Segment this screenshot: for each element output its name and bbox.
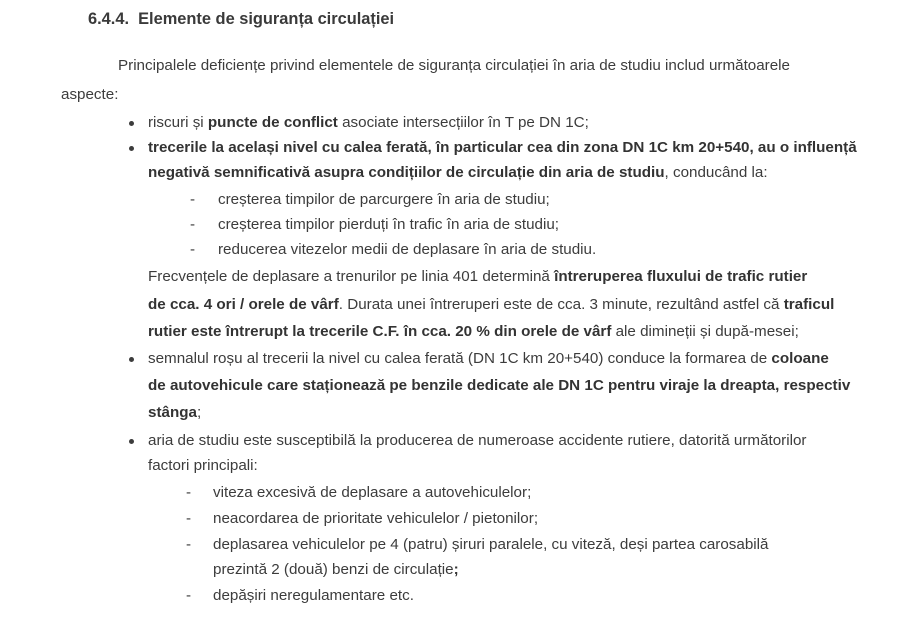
sub-item: creșterea timpilor de parcurgere în aria de studiu; — [218, 191, 550, 208]
sub-item: depășiri neregulamentare etc. — [213, 587, 414, 604]
bullet-point-icon — [129, 439, 134, 444]
sub-item: reducerea vitezelor medii de deplasare în aria de studiu. — [218, 241, 597, 258]
sub-item: neacordarea de prioritate vehiculelor / pietonilor; — [213, 510, 539, 527]
bullet-3-line-1: semnalul roșu al trecerii la nivel cu calea ferată (DN 1C km 20+540) conduce la formarea de coloane — [148, 350, 829, 367]
dash-icon: - — [186, 587, 192, 604]
bullet-point-icon — [129, 357, 134, 362]
bullet-2-paragraph-line-1: Frecvențele de deplasare a trenurilor pe linia 401 determină întreruperea fluxului de trafic rutier — [148, 268, 808, 285]
sub-item: creșterea timpilor pierduți în trafic în aria de studiu; — [218, 216, 560, 233]
section-title: Elemente de siguranța circulației — [138, 10, 395, 28]
bullet-2-line-1: trecerile la același nivel cu calea ferată, în particular cea din zona DN 1C km 20+540, au o influență — [148, 139, 857, 156]
bullet-4-line-1: aria de studiu este susceptibilă la producerea de numeroase accidente rutiere, datorită următorilor — [148, 432, 807, 449]
dash-icon: - — [186, 484, 192, 501]
intro-line-1: Principalele deficiențe privind elementele de siguranța circulației în aria de studiu includ următoarele — [118, 57, 791, 74]
bullet-2-paragraph-line-3: rutier este întrerupt la trecerile C.F. în cca. 20 % din orele de vârf ale dimineții și după-mesei; — [148, 323, 799, 340]
bullet-2-line-2: negativă semnificativă asupra condițiilor de circulație din aria de studiu, conducând la: — [148, 164, 768, 181]
sub-item-line-1: deplasarea vehiculelor pe 4 (patru) șiruri paralele, cu viteză, deși partea carosabilă — [213, 536, 769, 553]
bullet-point-icon — [129, 146, 134, 151]
dash-icon: - — [190, 216, 196, 233]
sub-item-line-2: prezintă 2 (două) benzi de circulație; — [213, 561, 459, 578]
bullet-2-paragraph-line-2: de cca. 4 ori / orele de vârf. Durata unei întreruperi este de cca. 3 minute, rezultând astfel că traficul — [148, 296, 835, 313]
bullet-3-line-3: stânga; — [148, 404, 202, 421]
section-number: 6.4.4. — [88, 10, 130, 28]
dash-icon: - — [190, 191, 196, 208]
bullet-point-icon — [129, 121, 134, 126]
bullet-4-line-2: factori principali: — [148, 457, 258, 474]
sub-item: viteza excesivă de deplasare a autovehiculelor; — [213, 484, 532, 501]
section-heading — [88, 9, 394, 29]
dash-icon: - — [186, 536, 192, 553]
bullet-3-line-2: de autovehicule care staționează pe benzile dedicate ale DN 1C pentru viraje la dreapta, respectiv — [148, 377, 851, 394]
dash-icon: - — [186, 510, 192, 527]
bullet-1-text: riscuri și puncte de conflict asociate intersecțiilor în T pe DN 1C; — [148, 114, 589, 131]
intro-line-2: aspecte: — [61, 86, 119, 103]
dash-icon: - — [190, 241, 196, 258]
